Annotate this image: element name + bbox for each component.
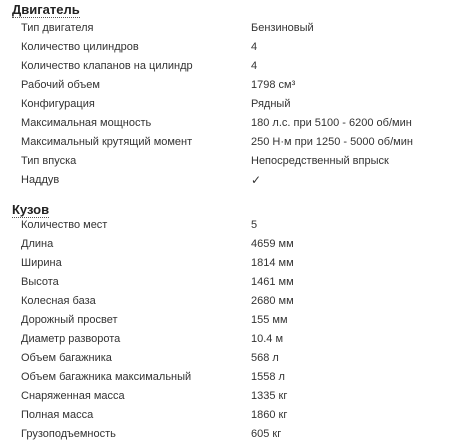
spec-value: 1798 см³ bbox=[251, 79, 296, 91]
body-section-title[interactable]: Кузов bbox=[12, 202, 50, 217]
engine-spec-list bbox=[0, 19, 450, 190]
spec-value: 605 кг bbox=[251, 428, 282, 440]
spec-row-gross-weight bbox=[0, 406, 450, 425]
spec-value: 5 bbox=[251, 219, 258, 231]
spec-label: Объем багажника максимальный bbox=[21, 371, 192, 383]
spec-value: 1814 мм bbox=[251, 257, 294, 269]
spec-label: Ширина bbox=[21, 257, 62, 269]
spec-value: Рядный bbox=[251, 98, 291, 110]
spec-value: 1860 кг bbox=[251, 409, 288, 421]
spec-value: Непосредственный впрыск bbox=[251, 155, 389, 167]
spec-row-payload bbox=[0, 425, 450, 444]
spec-label: Количество мест bbox=[21, 219, 108, 231]
spec-value: 250 Н·м при 1250 - 5000 об/мин bbox=[251, 136, 413, 148]
spec-row-valves bbox=[0, 57, 450, 76]
spec-row-cylinders bbox=[0, 38, 450, 57]
spec-label: Колесная база bbox=[21, 295, 96, 307]
spec-label: Полная масса bbox=[21, 409, 94, 421]
spec-label: Высота bbox=[21, 276, 59, 288]
spec-row-intake-type bbox=[0, 152, 450, 171]
spec-value: 1335 кг bbox=[251, 390, 288, 402]
spec-label: Конфигурация bbox=[21, 98, 95, 110]
spec-row-turning-diameter bbox=[0, 330, 450, 349]
spec-row-wheelbase bbox=[0, 292, 450, 311]
spec-row-length bbox=[0, 235, 450, 254]
spec-row-ground-clearance bbox=[0, 311, 450, 330]
spec-value: 1558 л bbox=[251, 371, 285, 383]
spec-label: Тип двигателя bbox=[21, 22, 94, 34]
spec-value: 10.4 м bbox=[251, 333, 284, 345]
spec-row-curb-weight bbox=[0, 387, 450, 406]
spec-label: Дорожный просвет bbox=[21, 314, 118, 326]
spec-value: 4 bbox=[251, 60, 258, 72]
spec-value: Бензиновый bbox=[251, 22, 314, 34]
spec-label: Тип впуска bbox=[21, 155, 77, 167]
spec-row-trunk-volume-max bbox=[0, 368, 450, 387]
spec-label: Объем багажника bbox=[21, 352, 112, 364]
spec-row-width bbox=[0, 254, 450, 273]
spec-label: Максимальная мощность bbox=[21, 117, 152, 129]
spec-value: 4659 мм bbox=[251, 238, 294, 250]
spec-label: Диаметр разворота bbox=[21, 333, 121, 345]
spec-row-turbo bbox=[0, 171, 450, 190]
spec-row-displacement bbox=[0, 76, 450, 95]
spec-label: Количество цилиндров bbox=[21, 41, 139, 53]
checkmark-icon: ✓ bbox=[251, 173, 262, 187]
spec-row-max-torque bbox=[0, 133, 450, 152]
body-spec-list bbox=[0, 216, 450, 444]
spec-row-seats bbox=[0, 216, 450, 235]
spec-value: 180 л.с. при 5100 - 6200 об/мин bbox=[251, 117, 412, 129]
spec-value: 155 мм bbox=[251, 314, 288, 326]
spec-label: Снаряженная масса bbox=[21, 390, 125, 402]
spec-label: Количество клапанов на цилиндр bbox=[21, 60, 193, 72]
spec-value: 2680 мм bbox=[251, 295, 294, 307]
engine-section-title[interactable]: Двигатель bbox=[12, 2, 80, 17]
spec-value: 1461 мм bbox=[251, 276, 294, 288]
spec-label: Наддув bbox=[21, 174, 60, 186]
spec-label: Длина bbox=[21, 238, 54, 250]
spec-label: Рабочий объем bbox=[21, 79, 100, 91]
spec-label: Грузоподъемность bbox=[21, 428, 116, 440]
spec-value: 4 bbox=[251, 41, 258, 53]
spec-row-engine-type bbox=[0, 19, 450, 38]
spec-value: 568 л bbox=[251, 352, 279, 364]
spec-row-height bbox=[0, 273, 450, 292]
spec-row-configuration bbox=[0, 95, 450, 114]
spec-row-trunk-volume bbox=[0, 349, 450, 368]
spec-row-max-power bbox=[0, 114, 450, 133]
spec-label: Максимальный крутящий момент bbox=[21, 136, 193, 148]
